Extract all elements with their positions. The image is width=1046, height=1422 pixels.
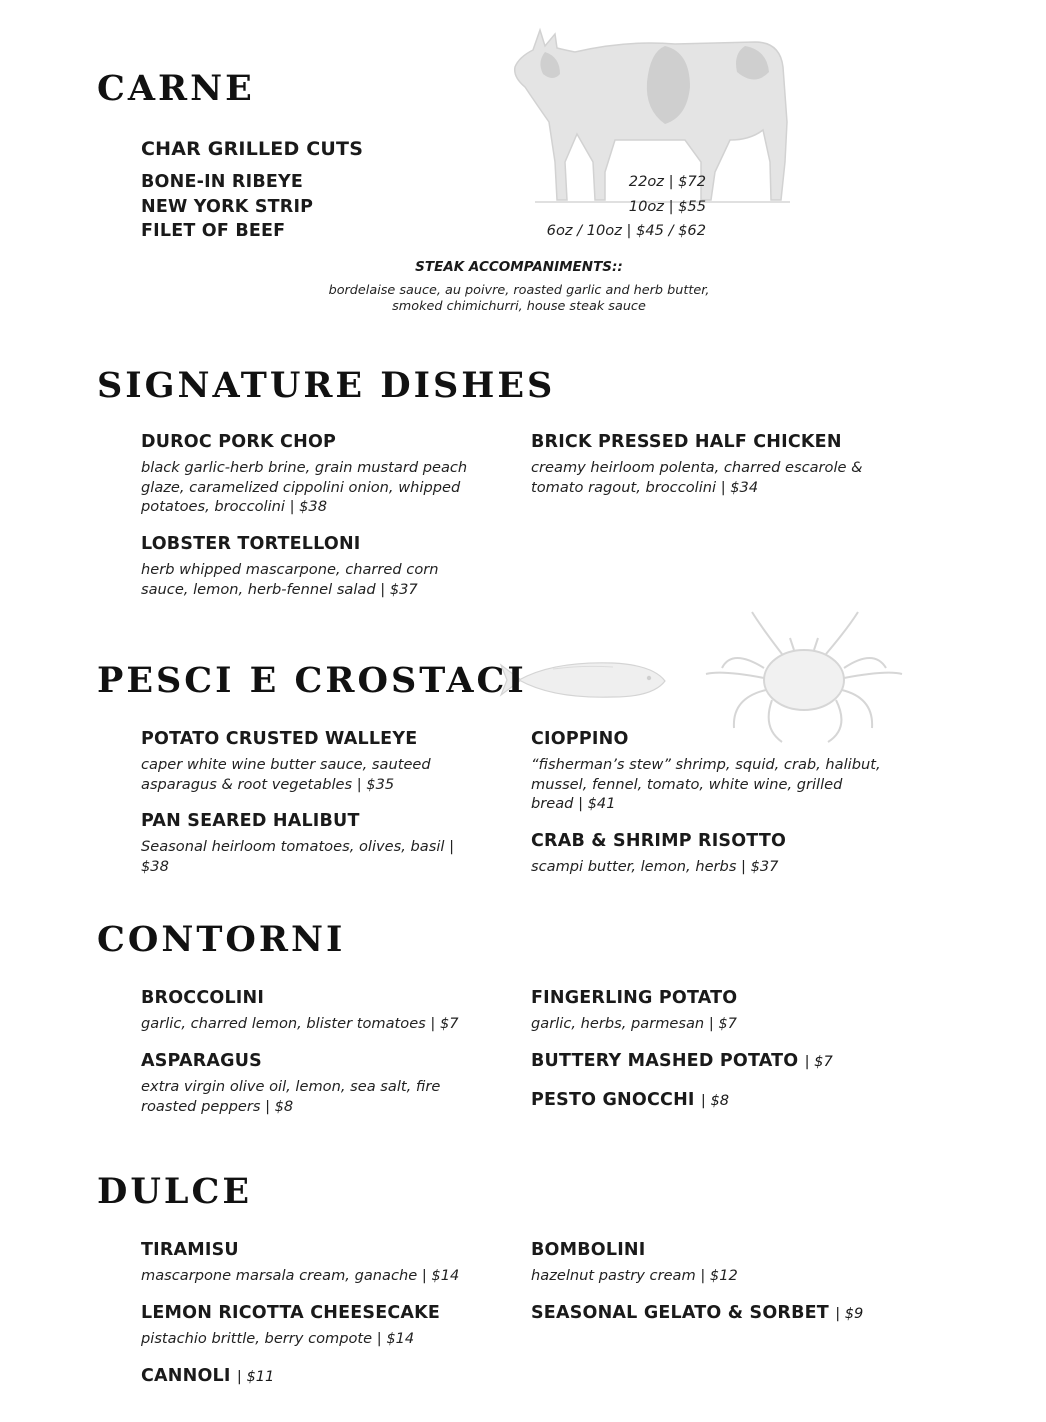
- menu-item-name: DUROC PORK CHOP: [141, 432, 337, 452]
- menu-item-name: CANNOLI: [141, 1366, 231, 1386]
- menu-item-price: | $7: [804, 1053, 833, 1070]
- menu-item-desc: Seasonal heirloom tomatoes, olives, basil | $38: [141, 838, 454, 875]
- crab-illustration: [702, 608, 907, 750]
- section-title-signature: SIGNATURE DISHES: [97, 365, 556, 406]
- section-title-carne: CARNE: [97, 68, 255, 109]
- section-title-contorni: CONTORNI: [97, 919, 346, 960]
- menu-item-price: 10oz | $55: [628, 198, 706, 215]
- menu-item-name: BONE-IN RIBEYE: [141, 172, 304, 192]
- menu-item-name: NEW YORK STRIP: [141, 197, 314, 217]
- menu-item-name-with-price: [531, 1090, 729, 1110]
- menu-item-desc: “fisherman’s stew” shrimp, squid, crab, halibut, mussel, fennel, tomato, white wine, grilled bread | $41: [531, 756, 881, 813]
- menu-item-desc: black garlic-herb brine, grain mustard peach glaze, caramelized cippolini onion, whipped potatoes, broccolini | $38: [141, 459, 468, 516]
- menu-item-name: SEASONAL GELATO & SORBET: [531, 1303, 829, 1323]
- menu-item-name: POTATO CRUSTED WALLEYE: [141, 729, 418, 749]
- menu-item-name: ASPARAGUS: [141, 1051, 262, 1071]
- menu-item-desc: garlic, charred lemon, blister tomatoes | $7: [141, 1015, 459, 1032]
- menu-item-name: FINGERLING POTATO: [531, 988, 738, 1008]
- steak-accompaniments-line2: smoked chimichurri, house steak sauce: [392, 299, 646, 314]
- menu-item-name-with-price: [531, 1051, 833, 1071]
- menu-item-desc: pistachio brittle, berry compote | $14: [141, 1330, 415, 1347]
- menu-item-name: PAN SEARED HALIBUT: [141, 811, 360, 831]
- menu-item-desc: garlic, herbs, parmesan | $7: [531, 1015, 737, 1032]
- menu-item-name: CRAB & SHRIMP RISOTTO: [531, 831, 787, 851]
- menu-item-price: | $9: [835, 1305, 864, 1322]
- menu-item-name: BOMBOLINI: [531, 1240, 646, 1260]
- menu-item-name: BUTTERY MASHED POTATO: [531, 1051, 799, 1071]
- menu-item-desc: creamy heirloom polenta, charred escarole & tomato ragout, broccolini | $34: [531, 459, 863, 496]
- menu-item-name: LEMON RICOTTA CHEESECAKE: [141, 1303, 441, 1323]
- menu-item-desc: herb whipped mascarpone, charred corn sauce, lemon, herb-fennel salad | $37: [141, 561, 439, 598]
- menu-item-price: 22oz | $72: [628, 173, 706, 190]
- menu-item-name: TIRAMISU: [141, 1240, 239, 1260]
- menu-item-desc: scampi butter, lemon, herbs | $37: [531, 858, 779, 875]
- menu-item-price: | $11: [236, 1368, 275, 1385]
- section-title-dulce: DULCE: [97, 1171, 253, 1212]
- menu-item-name: LOBSTER TORTELLONI: [141, 534, 361, 554]
- menu-item-name: PESTO GNOCCHI: [531, 1090, 695, 1110]
- carne-subtitle: CHAR GRILLED CUTS: [141, 138, 364, 160]
- menu-item-desc: hazelnut pastry cream | $12: [531, 1267, 738, 1284]
- menu-item-name: FILET OF BEEF: [141, 221, 286, 241]
- menu-item-name: BRICK PRESSED HALF CHICKEN: [531, 432, 842, 452]
- menu-item-name-with-price: [141, 1366, 274, 1386]
- menu-item-desc: mascarpone marsala cream, ganache | $14: [141, 1267, 460, 1284]
- menu-item-price: | $8: [700, 1092, 730, 1109]
- steak-accompaniments-line1: bordelaise sauce, au poivre, roasted garlic and herb butter,: [328, 283, 710, 298]
- menu-item-desc: caper white wine butter sauce, sauteed asparagus & root vegetables | $35: [141, 756, 431, 793]
- menu-item-name: BROCCOLINI: [141, 988, 265, 1008]
- menu-item-desc: extra virgin olive oil, lemon, sea salt, fire roasted peppers | $8: [141, 1078, 441, 1115]
- menu-item-price: 6oz / 10oz | $45 / $62: [546, 222, 706, 239]
- steak-accompaniments-title: STEAK ACCOMPANIMENTS::: [415, 259, 623, 275]
- menu-item-name: CIOPPINO: [531, 729, 629, 749]
- menu-item-name-with-price: [531, 1303, 863, 1323]
- section-title-pesci: PESCI E CROSTACI: [97, 660, 527, 701]
